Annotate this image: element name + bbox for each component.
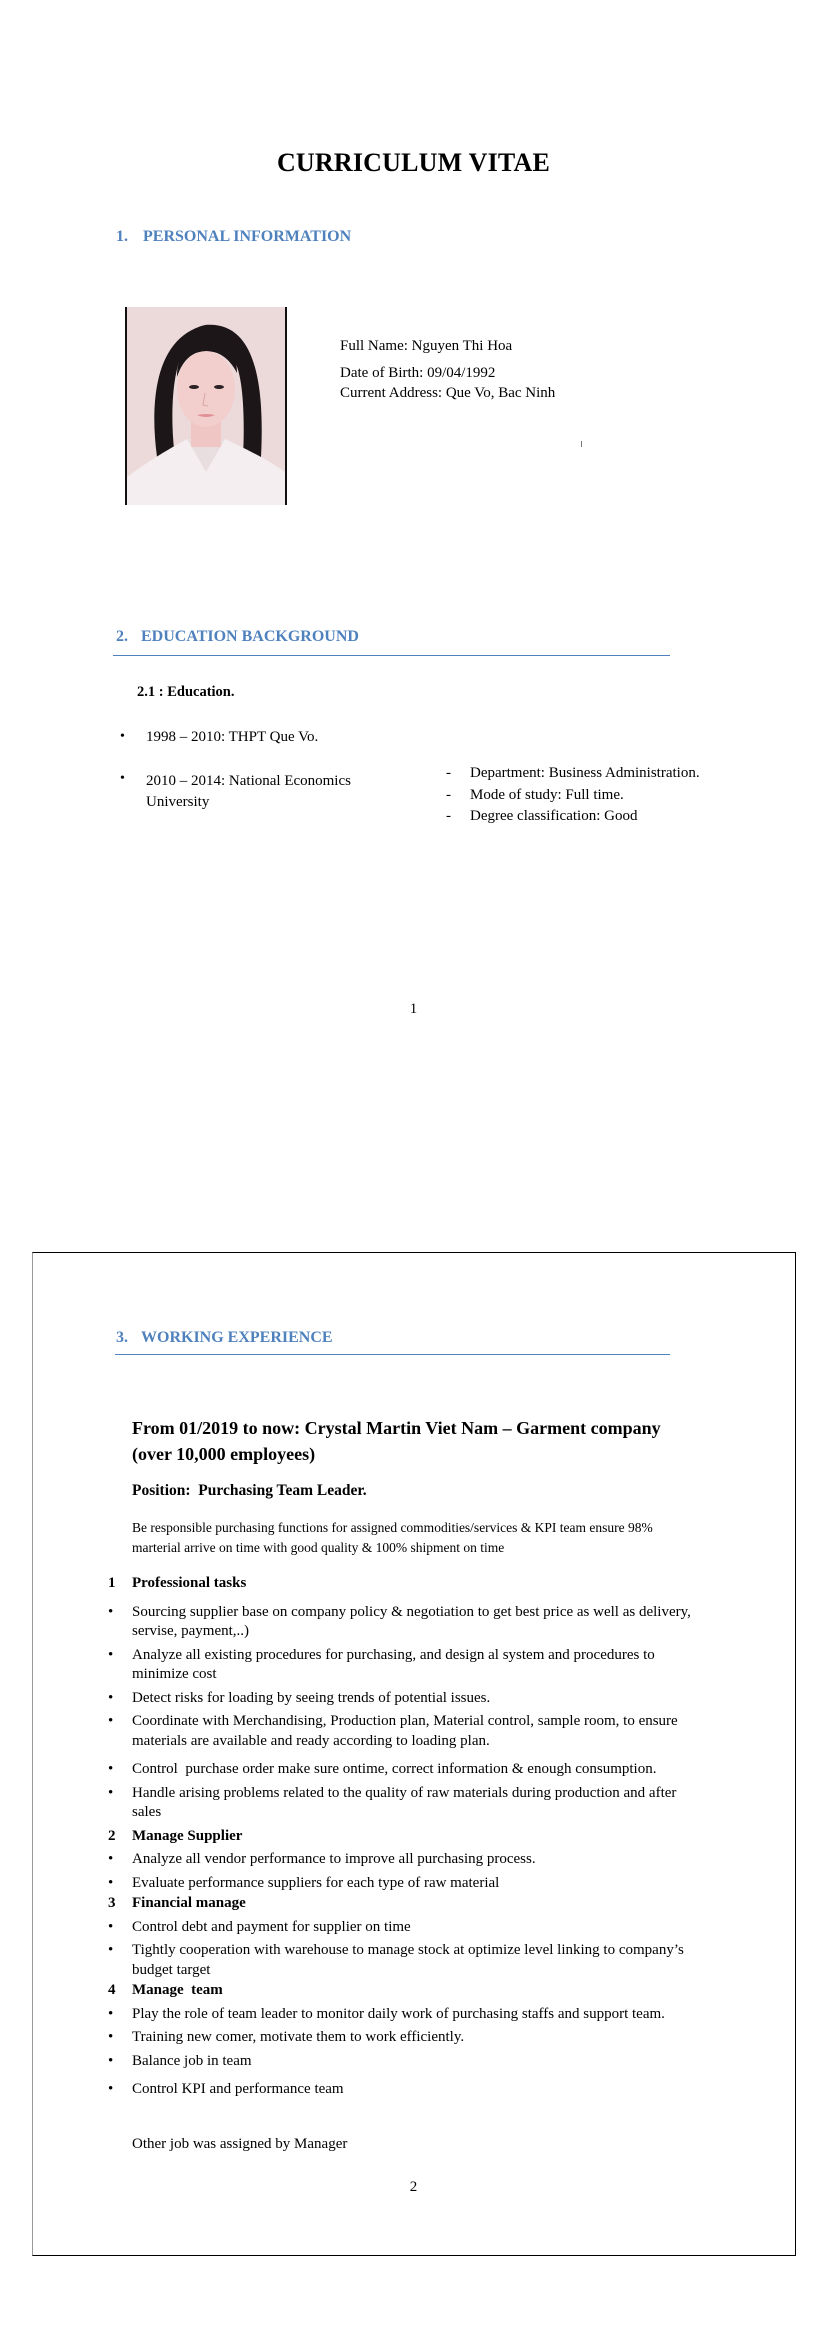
job-position: Position: Purchasing Team Leader.	[132, 1482, 367, 1499]
portrait-photo	[125, 307, 287, 505]
dash-icon: -	[446, 765, 451, 781]
document-title: CURRICULUM VITAE	[276, 148, 551, 177]
job-heading	[132, 1415, 661, 1467]
bullet-icon: •	[108, 2081, 114, 2097]
section-heading-experience	[116, 1329, 333, 1347]
bullet-icon: •	[108, 2029, 114, 2045]
section-title: EDUCATION BACKGROUND	[141, 628, 359, 645]
full-name: Full Name: Nguyen Thi Hoa	[340, 338, 513, 354]
section-number: 2.	[116, 628, 128, 645]
group-number: 4	[108, 1982, 116, 1998]
section-rule	[113, 655, 670, 656]
task-group-heading	[108, 1574, 748, 1594]
bullet-icon: •	[108, 1942, 114, 1958]
bullet-icon: •	[108, 1646, 114, 1663]
page-number: 2	[409, 2179, 418, 2195]
page-number: 1	[409, 1001, 418, 1017]
task-line: Control KPI and performance team	[132, 2081, 344, 2097]
bullet-icon: •	[108, 1761, 114, 1777]
bullet-icon: •	[108, 1784, 114, 1801]
task-line: Detect risks for loading by seeing trends of potential issues.	[132, 1689, 491, 1706]
dash-icon: -	[446, 808, 451, 824]
group-title: Professional tasks	[132, 1575, 247, 1591]
date-of-birth: Date of Birth: 09/04/1992	[340, 365, 496, 381]
task-line: Analyze all vendor performance to improve all purchasing process.	[132, 1851, 536, 1867]
group-number: 2	[108, 1827, 116, 1844]
education-subheading: 2.1 : Education.	[137, 684, 235, 700]
section-title: PERSONAL INFORMATION	[143, 228, 352, 245]
group-title: Financial manage	[132, 1895, 246, 1911]
task-item	[108, 1918, 748, 1938]
task-line: servise, payment,..)	[132, 1623, 250, 1639]
detail-mode: Mode of study: Full time.	[470, 786, 624, 803]
portrait-image	[127, 307, 285, 505]
education-entry-line: 2010 – 2014: National Economics	[146, 773, 351, 789]
bullet-icon: •	[108, 2052, 114, 2069]
bullet-icon: •	[108, 1689, 114, 1706]
section-heading-personal	[116, 228, 351, 246]
bullet-icon: •	[108, 1918, 114, 1935]
detail-item	[446, 806, 700, 828]
task-list	[108, 1574, 748, 2100]
task-line: Control purchase order make sure ontime, correct information & enough consumption.	[132, 1761, 657, 1777]
task-line: Sourcing supplier base on company policy & negotiation to get best price as well as delivery,	[132, 1603, 691, 1620]
job-description	[132, 1518, 653, 1558]
task-line: Coordinate with Merchandising, Production plan, Material control, sample room, to ensure	[132, 1713, 678, 1729]
section-title: WORKING EXPERIENCE	[141, 1329, 333, 1346]
bullet-icon: •	[108, 1851, 114, 1867]
task-line: Tightly cooperation with warehouse to manage stock at optimize level linking to company’s	[132, 1942, 684, 1958]
task-line: sales	[132, 1804, 162, 1820]
task-line: Play the role of team leader to monitor daily work of purchasing staffs and support team.	[132, 2005, 665, 2022]
bullet-icon: •	[108, 2005, 114, 2022]
section-rule	[115, 1354, 670, 1355]
detail-degree: Degree classification: Good	[470, 808, 638, 824]
task-group-heading	[108, 1894, 748, 1914]
task-item	[108, 1712, 748, 1751]
task-item	[108, 1784, 748, 1823]
task-item	[108, 2005, 748, 2025]
detail-item	[446, 763, 700, 785]
detail-item	[446, 785, 700, 807]
bullet-icon: •	[120, 729, 125, 744]
task-group-heading	[108, 1981, 748, 2001]
current-address: Current Address: Que Vo, Bac Ninh	[340, 385, 556, 401]
job-description-line: marterial arrive on time with good quality & 100% shipment on time	[132, 1540, 505, 1555]
task-item	[108, 1603, 748, 1642]
bullet-icon: •	[120, 771, 125, 786]
job-description-line: Be responsible purchasing functions for assigned commodities/services & KPI team ensure 98%	[132, 1520, 653, 1535]
task-line: materials are available and ready according to loading plan.	[132, 1732, 490, 1749]
bullet-icon: •	[108, 1713, 114, 1729]
dash-icon: -	[446, 786, 451, 803]
task-line: Evaluate performance suppliers for each type of raw material	[132, 1874, 500, 1891]
task-line: Training new comer, motivate them to work efficiently.	[132, 2029, 465, 2045]
task-line: budget target	[132, 1961, 211, 1978]
task-line: Balance job in team	[132, 2052, 252, 2069]
task-line: minimize cost	[132, 1666, 217, 1682]
task-item	[108, 1646, 748, 1685]
education-entry	[146, 771, 351, 813]
group-number: 1	[108, 1575, 116, 1591]
task-item	[108, 1689, 748, 1709]
task-group-heading	[108, 1827, 748, 1847]
text-cursor-mark	[581, 441, 582, 447]
task-line: Control debt and payment for supplier on time	[132, 1918, 411, 1935]
task-line: Handle arising problems related to the quality of raw materials during production and after	[132, 1784, 677, 1801]
job-heading-line: From 01/2019 to now: Crystal Martin Viet Nam – Garment company	[132, 1418, 661, 1438]
section-number: 3.	[116, 1329, 128, 1346]
other-duties: Other job was assigned by Manager	[132, 2136, 348, 2152]
bullet-icon: •	[108, 1874, 114, 1891]
task-item	[108, 1760, 748, 1780]
task-item	[108, 2080, 748, 2100]
group-title: Manage team	[132, 1982, 223, 1998]
task-item	[108, 2052, 748, 2072]
group-title: Manage Supplier	[132, 1827, 243, 1844]
task-item	[108, 2028, 748, 2048]
section-number: 1.	[116, 228, 128, 245]
section-heading-education	[116, 628, 359, 646]
job-heading-line: (over 10,000 employees)	[132, 1444, 316, 1464]
education-entry: 1998 – 2010: THPT Que Vo.	[146, 729, 319, 745]
detail-department: Department: Business Administration.	[470, 765, 700, 781]
task-item	[108, 1941, 748, 1980]
group-number: 3	[108, 1895, 116, 1911]
task-item	[108, 1850, 748, 1870]
education-details	[446, 763, 700, 828]
education-entry-line: University	[146, 794, 210, 810]
task-item	[108, 1874, 748, 1894]
bullet-icon: •	[108, 1603, 114, 1620]
task-line: Analyze all existing procedures for purchasing, and design al system and procedures to	[132, 1646, 655, 1663]
